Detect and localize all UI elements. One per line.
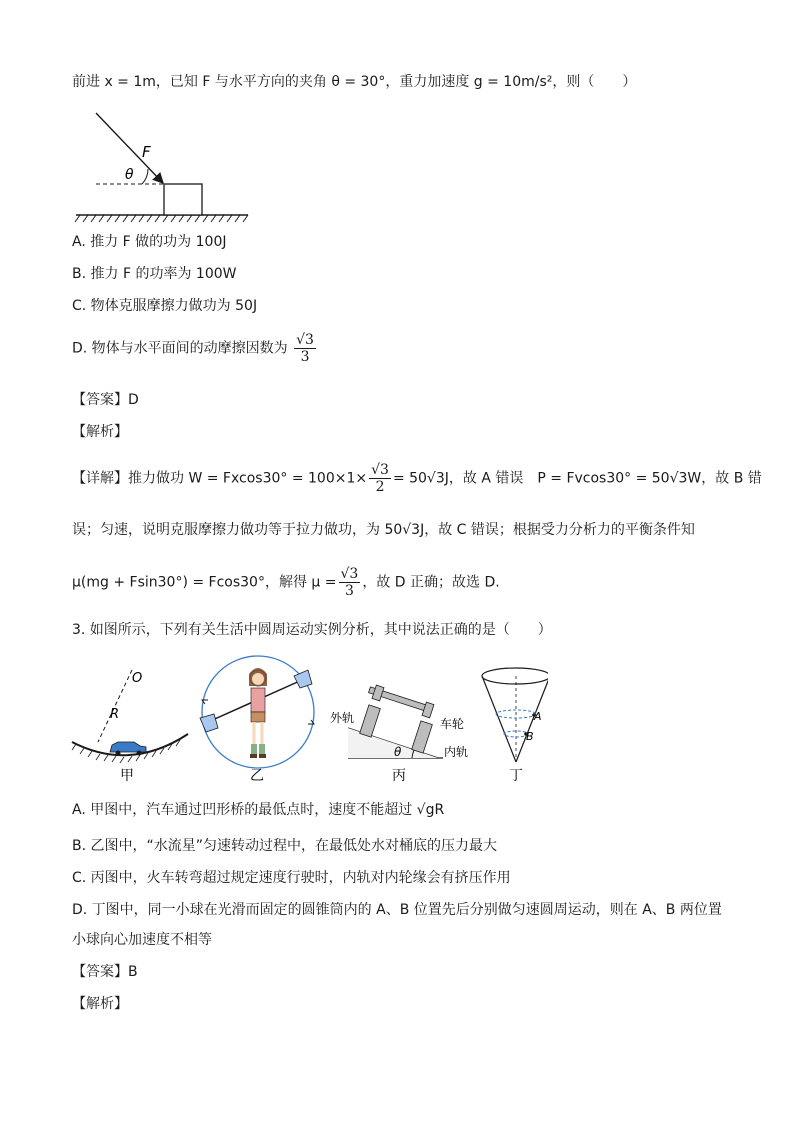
q3-option-d-line-1: D. 丁图中，同一小球在光滑而固定的圆锥筒内的 A、B 位置先后分别做匀速圆周运动，则在 A、B 两位置 <box>72 902 722 918</box>
figure-yi-water-meteor <box>200 656 314 784</box>
center-o-label: O <box>132 671 143 686</box>
q2-option-a: A. 推力 F 做的功为 100J <box>72 234 227 250</box>
q3-option-b: B. 乙图中，“水流星”匀速转动过程中，在最低处水对桶底的压力最大 <box>72 838 498 854</box>
car-icon <box>110 742 146 756</box>
angle-arc <box>142 169 148 184</box>
q2-option-c: C. 物体克服摩擦力做功为 50J <box>72 298 258 314</box>
q3-answer: 【答案】B <box>72 964 138 980</box>
block <box>164 184 202 215</box>
figure-ding-cone <box>482 668 548 784</box>
label-yi: 乙 <box>250 768 264 784</box>
q2-option-d-fraction <box>294 332 316 365</box>
point-a-label: A <box>534 710 542 723</box>
q3-option-d-line-2: 小球向心加速度不相等 <box>72 932 212 948</box>
wheel-label: 车轮 <box>440 717 465 731</box>
q2-detail-line-1 <box>72 462 762 495</box>
q2-force-figure <box>72 105 257 225</box>
ground-hatch <box>75 215 248 222</box>
label-jia: 甲 <box>120 768 134 784</box>
label-bing: 丙 <box>392 768 406 784</box>
fraction-numerator: √3 <box>296 332 314 348</box>
detail-3-part-a: μ(mg + Fsin30°) = Fcos30°，解得 μ = <box>72 574 337 591</box>
person-figure <box>249 668 267 758</box>
fraction-denominator: 2 <box>375 479 385 495</box>
detail-1-part-b: = 50√3J，故 A 错误 P = Fvcos30° = 50√3W，故 B 错 <box>392 470 762 487</box>
outer-rail-label: 外轨 <box>330 711 355 725</box>
inner-rail-label: 内轨 <box>444 745 469 759</box>
q2-option-d <box>72 332 318 365</box>
bucket-right <box>294 670 312 688</box>
q3-option-c: C. 丙图中，火车转弯超过规定速度行驶时，内轨对内轮缘会有挤压作用 <box>72 870 511 886</box>
point-b-label: B <box>526 730 534 743</box>
figure-bing-banked-rail <box>330 685 468 784</box>
figure-jia-bridge <box>72 670 188 784</box>
fraction-denominator: 3 <box>300 349 310 365</box>
q2-detail-line-3 <box>72 566 500 599</box>
q3-analysis-title: 【解析】 <box>72 996 128 1012</box>
detail-1-fraction <box>369 462 391 495</box>
fraction-numerator: √3 <box>340 566 359 582</box>
detail-3-fraction <box>339 566 361 599</box>
q3-option-a: A. 甲图中，汽车通过凹形桥的最低点时，速度不能超过 √gR <box>72 802 445 818</box>
radius-r-label: R <box>110 707 120 722</box>
q2-option-d-text: D. 物体与水平面间的动摩擦因数为 <box>72 340 288 357</box>
theta-label: θ <box>394 745 402 759</box>
detail-3-part-b: ，故 D 正确；故选 D. <box>362 574 500 591</box>
detail-1-part-a: 【详解】推力做功 W = Fxcos30° = 100×1× <box>72 470 368 487</box>
cone-top <box>482 668 548 684</box>
q2-stem: 前进 x = 1m，已知 F 与水平方向的夹角 θ = 30°，重力加速度 g = 10m/s²，则（ ） <box>72 74 637 90</box>
q3-stem: 3. 如图所示，下列有关生活中圆周运动实例分析，其中说法正确的是（ ） <box>72 622 552 638</box>
q2-option-b: B. 推力 F 的功率为 100W <box>72 266 237 282</box>
q2-answer: 【答案】D <box>72 392 139 408</box>
force-label: F <box>142 143 151 161</box>
q2-analysis-title: 【解析】 <box>72 424 128 440</box>
q2-detail-line-2: 误；匀速，说明克服摩擦力做功等于拉力做功，为 50√3J，故 C 错误；根据受力分析力的平衡条件知 <box>72 522 695 538</box>
fraction-numerator: √3 <box>371 462 389 478</box>
angle-label: θ <box>125 167 134 183</box>
label-ding: 丁 <box>509 768 523 784</box>
radius-dashed-line <box>98 670 132 742</box>
q3-figures <box>68 648 548 788</box>
fraction-denominator: 3 <box>344 583 354 599</box>
